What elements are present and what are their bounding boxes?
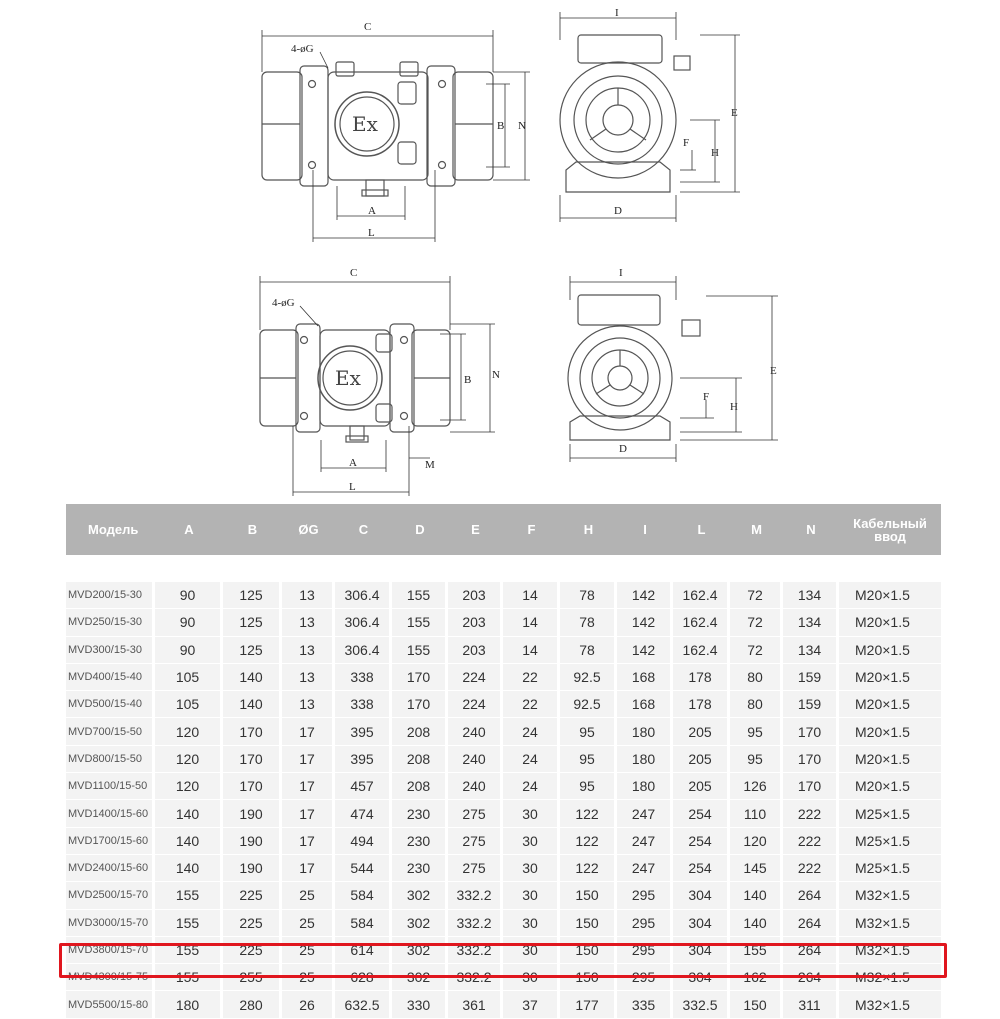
header-B: B [223,504,282,555]
value-cell: 92.5 [560,691,617,718]
model-cell: MVD3000/15-70 [66,910,155,937]
ex-mark-bottom: Ex [335,366,361,390]
value-cell: 332.2 [448,910,503,937]
value-cell: 25 [282,964,335,991]
value-cell: 72 [730,609,783,636]
value-cell: 110 [730,800,783,827]
value-cell: 24 [503,773,560,800]
value-cell: 159 [783,664,839,691]
table-row [66,691,941,718]
value-cell: 332.2 [448,882,503,909]
value-cell: 25 [282,882,335,909]
value-cell: 170 [783,718,839,745]
model-cell: MVD1400/15-60 [66,800,155,827]
value-cell: 78 [560,582,617,609]
model-cell: MVD200/15-30 [66,582,155,609]
value-cell: 254 [673,800,730,827]
value-cell: 22 [503,691,560,718]
value-cell: 95 [560,773,617,800]
value-cell: 140 [155,855,223,882]
value-cell: 150 [560,910,617,937]
value-cell: 302 [392,964,448,991]
value-cell: 155 [392,637,448,664]
value-cell: 208 [392,746,448,773]
table-row [66,991,941,1018]
value-cell: M32×1.5 [839,937,941,964]
value-cell: 240 [448,746,503,773]
value-cell: 159 [783,691,839,718]
table-row [66,937,941,964]
value-cell: 90 [155,582,223,609]
value-cell: 120 [155,746,223,773]
value-cell: 170 [392,664,448,691]
value-cell: 13 [282,664,335,691]
value-cell: 140 [155,800,223,827]
table-row [66,964,941,991]
dim-L-top: L [368,227,375,239]
model-cell: MVD1700/15-60 [66,828,155,855]
table-row [66,637,941,664]
value-cell: 275 [448,800,503,827]
value-cell: 332.2 [448,964,503,991]
value-cell: 24 [503,746,560,773]
value-cell: 17 [282,855,335,882]
value-cell: 203 [448,637,503,664]
header-A: A [155,504,223,555]
value-cell: 177 [560,991,617,1018]
value-cell: 95 [730,746,783,773]
value-cell: 280 [223,991,282,1018]
value-cell: 168 [617,691,673,718]
value-cell: M25×1.5 [839,828,941,855]
value-cell: 225 [223,937,282,964]
value-cell: 230 [392,855,448,882]
value-cell: 150 [730,991,783,1018]
header-D: D [392,504,448,555]
value-cell: 275 [448,828,503,855]
value-cell: 155 [155,882,223,909]
value-cell: M32×1.5 [839,882,941,909]
value-cell: 584 [335,910,392,937]
model-cell: MVD2500/15-70 [66,882,155,909]
value-cell: M20×1.5 [839,718,941,745]
dim-B-top: B [497,120,505,132]
value-cell: 178 [673,691,730,718]
value-cell: 222 [783,828,839,855]
value-cell: M32×1.5 [839,964,941,991]
value-cell: 395 [335,718,392,745]
value-cell: 37 [503,991,560,1018]
table-row [66,609,941,636]
value-cell: 142 [617,582,673,609]
dim-G-bottom: 4-øG [272,297,295,309]
value-cell: 302 [392,910,448,937]
value-cell: 395 [335,746,392,773]
value-cell: 24 [503,718,560,745]
value-cell: 178 [673,664,730,691]
dim-H-top: H [711,147,719,159]
value-cell: 30 [503,910,560,937]
dim-G-top: 4-øG [291,43,314,55]
header-C: C [335,504,392,555]
value-cell: 17 [282,746,335,773]
value-cell: 208 [392,773,448,800]
dim-C-bottom: C [350,267,358,279]
value-cell: M20×1.5 [839,637,941,664]
value-cell: 302 [392,882,448,909]
model-cell: MVD800/15-50 [66,746,155,773]
value-cell: 145 [730,855,783,882]
dim-M-bottom: M [425,459,435,471]
value-cell: 30 [503,828,560,855]
value-cell: 180 [617,718,673,745]
value-cell: 162.4 [673,637,730,664]
header-model: Модель [66,504,155,555]
value-cell: 17 [282,718,335,745]
value-cell: 134 [783,582,839,609]
value-cell: 80 [730,691,783,718]
value-cell: M20×1.5 [839,609,941,636]
value-cell: 230 [392,828,448,855]
value-cell: 584 [335,882,392,909]
dim-I-top: I [615,7,619,19]
value-cell: 150 [560,964,617,991]
model-cell: MVD5500/15-80 [66,991,155,1018]
value-cell: 140 [223,691,282,718]
value-cell: 335 [617,991,673,1018]
value-cell: M25×1.5 [839,800,941,827]
model-cell: MVD4300/15-75 [66,964,155,991]
value-cell: 332.2 [448,937,503,964]
table-row [66,828,941,855]
header-N: N [783,504,839,555]
value-cell: 295 [617,964,673,991]
value-cell: 180 [617,773,673,800]
model-cell: MVD250/15-30 [66,609,155,636]
value-cell: 125 [223,582,282,609]
value-cell: 17 [282,800,335,827]
value-cell: 125 [223,609,282,636]
value-cell: 140 [155,828,223,855]
model-cell: MVD500/15-40 [66,691,155,718]
value-cell: 170 [783,746,839,773]
dim-N-bottom: N [492,369,500,381]
value-cell: 26 [282,991,335,1018]
value-cell: 122 [560,855,617,882]
model-cell: MVD1100/15-50 [66,773,155,800]
header-row [66,504,941,555]
dim-B-bottom: B [464,374,472,386]
value-cell: 295 [617,937,673,964]
value-cell: 162.4 [673,609,730,636]
value-cell: 170 [392,691,448,718]
value-cell: 120 [730,828,783,855]
dim-D-bottom: D [619,443,627,455]
value-cell: M20×1.5 [839,773,941,800]
table-row [66,910,941,937]
value-cell: 306.4 [335,637,392,664]
value-cell: 78 [560,609,617,636]
value-cell: 13 [282,691,335,718]
front-view-bottom [568,276,778,462]
value-cell: M20×1.5 [839,664,941,691]
value-cell: 306.4 [335,609,392,636]
value-cell: 125 [223,637,282,664]
header-F: F [503,504,560,555]
value-cell: 95 [560,718,617,745]
spec-table [66,504,941,1019]
value-cell: 247 [617,828,673,855]
header-M: M [730,504,783,555]
header-L: L [673,504,730,555]
value-cell: 255 [223,964,282,991]
header-G: ØG [282,504,335,555]
dim-C-top: C [364,21,372,33]
value-cell: 254 [673,855,730,882]
value-cell: 142 [617,637,673,664]
value-cell: 628 [335,964,392,991]
header-I: I [617,504,673,555]
value-cell: 614 [335,937,392,964]
value-cell: 302 [392,937,448,964]
table-row [66,746,941,773]
value-cell: 72 [730,637,783,664]
value-cell: 155 [730,937,783,964]
value-cell: 544 [335,855,392,882]
value-cell: 105 [155,691,223,718]
dim-I-bottom: I [619,267,623,279]
table-row [66,800,941,827]
dim-A-top: A [368,205,376,217]
model-cell: MVD300/15-30 [66,637,155,664]
value-cell: M20×1.5 [839,691,941,718]
value-cell: 80 [730,664,783,691]
model-cell: MVD3800/15-70 [66,937,155,964]
value-cell: 208 [392,718,448,745]
value-cell: 30 [503,964,560,991]
value-cell: M20×1.5 [839,582,941,609]
header-H: H [560,504,617,555]
value-cell: 155 [155,937,223,964]
value-cell: 122 [560,800,617,827]
dim-E-bottom: E [770,365,777,377]
value-cell: 13 [282,637,335,664]
value-cell: 205 [673,718,730,745]
value-cell: 170 [223,773,282,800]
value-cell: 134 [783,637,839,664]
dim-F-top: F [683,137,690,149]
value-cell: 120 [155,773,223,800]
value-cell: 306.4 [335,582,392,609]
value-cell: 92.5 [560,664,617,691]
value-cell: 247 [617,800,673,827]
value-cell: 361 [448,991,503,1018]
value-cell: 311 [783,991,839,1018]
value-cell: 205 [673,773,730,800]
table-row [66,855,941,882]
value-cell: 17 [282,773,335,800]
front-view-top [560,12,740,222]
value-cell: 338 [335,664,392,691]
value-cell: 25 [282,910,335,937]
value-cell: 240 [448,718,503,745]
value-cell: 142 [617,609,673,636]
header-E: E [448,504,503,555]
value-cell: 140 [223,664,282,691]
value-cell: 95 [560,746,617,773]
value-cell: 190 [223,828,282,855]
table-row [66,773,941,800]
value-cell: 170 [223,746,282,773]
value-cell: M32×1.5 [839,991,941,1018]
value-cell: 14 [503,637,560,664]
value-cell: 120 [155,718,223,745]
dim-F-bottom: F [703,391,710,403]
value-cell: 332.5 [673,991,730,1018]
value-cell: 30 [503,882,560,909]
value-cell: 264 [783,937,839,964]
value-cell: 180 [155,991,223,1018]
value-cell: 90 [155,609,223,636]
value-cell: 150 [560,882,617,909]
value-cell: 30 [503,800,560,827]
ex-mark-top: Ex [352,112,378,136]
value-cell: 247 [617,855,673,882]
value-cell: 155 [155,910,223,937]
value-cell: 222 [783,855,839,882]
value-cell: 95 [730,718,783,745]
value-cell: 170 [223,718,282,745]
value-cell: 190 [223,800,282,827]
table-row [66,582,941,609]
value-cell: 494 [335,828,392,855]
value-cell: 13 [282,582,335,609]
value-cell: 203 [448,582,503,609]
value-cell: 13 [282,609,335,636]
value-cell: 190 [223,855,282,882]
value-cell: 162 [730,964,783,991]
dim-N-top: N [518,120,526,132]
value-cell: 170 [783,773,839,800]
side-view-top [262,30,530,242]
value-cell: 105 [155,664,223,691]
value-cell: 225 [223,910,282,937]
technical-drawings [0,0,1000,500]
model-cell: MVD700/15-50 [66,718,155,745]
side-view-bottom [260,276,495,496]
value-cell: 457 [335,773,392,800]
dim-D-top: D [614,205,622,217]
value-cell: 155 [392,582,448,609]
value-cell: 225 [223,882,282,909]
value-cell: 224 [448,664,503,691]
header-cable-entry: Кабельный ввод [839,504,941,555]
dim-E-top: E [731,107,738,119]
dim-H-bottom: H [730,401,738,413]
value-cell: 14 [503,609,560,636]
value-cell: 25 [282,937,335,964]
value-cell: 275 [448,855,503,882]
value-cell: 304 [673,882,730,909]
value-cell: 304 [673,937,730,964]
model-cell: MVD2400/15-60 [66,855,155,882]
value-cell: M32×1.5 [839,910,941,937]
value-cell: 632.5 [335,991,392,1018]
model-cell: MVD400/15-40 [66,664,155,691]
dim-L-bottom: L [349,481,356,493]
value-cell: 330 [392,991,448,1018]
value-cell: 155 [155,964,223,991]
value-cell: 304 [673,964,730,991]
value-cell: 224 [448,691,503,718]
value-cell: 134 [783,609,839,636]
value-cell: 17 [282,828,335,855]
value-cell: 205 [673,746,730,773]
value-cell: 264 [783,964,839,991]
value-cell: M20×1.5 [839,746,941,773]
value-cell: 22 [503,664,560,691]
value-cell: 180 [617,746,673,773]
value-cell: 150 [560,937,617,964]
table-row [66,664,941,691]
value-cell: M25×1.5 [839,855,941,882]
value-cell: 295 [617,910,673,937]
value-cell: 264 [783,882,839,909]
value-cell: 162.4 [673,582,730,609]
value-cell: 140 [730,910,783,937]
value-cell: 338 [335,691,392,718]
value-cell: 168 [617,664,673,691]
value-cell: 222 [783,800,839,827]
value-cell: 30 [503,937,560,964]
value-cell: 30 [503,855,560,882]
value-cell: 230 [392,800,448,827]
table-row [66,882,941,909]
dim-A-bottom: A [349,457,357,469]
value-cell: 203 [448,609,503,636]
value-cell: 78 [560,637,617,664]
value-cell: 140 [730,882,783,909]
value-cell: 126 [730,773,783,800]
value-cell: 254 [673,828,730,855]
value-cell: 155 [392,609,448,636]
value-cell: 474 [335,800,392,827]
value-cell: 295 [617,882,673,909]
value-cell: 240 [448,773,503,800]
value-cell: 122 [560,828,617,855]
value-cell: 90 [155,637,223,664]
value-cell: 72 [730,582,783,609]
value-cell: 14 [503,582,560,609]
table-row [66,718,941,745]
value-cell: 304 [673,910,730,937]
value-cell: 264 [783,910,839,937]
